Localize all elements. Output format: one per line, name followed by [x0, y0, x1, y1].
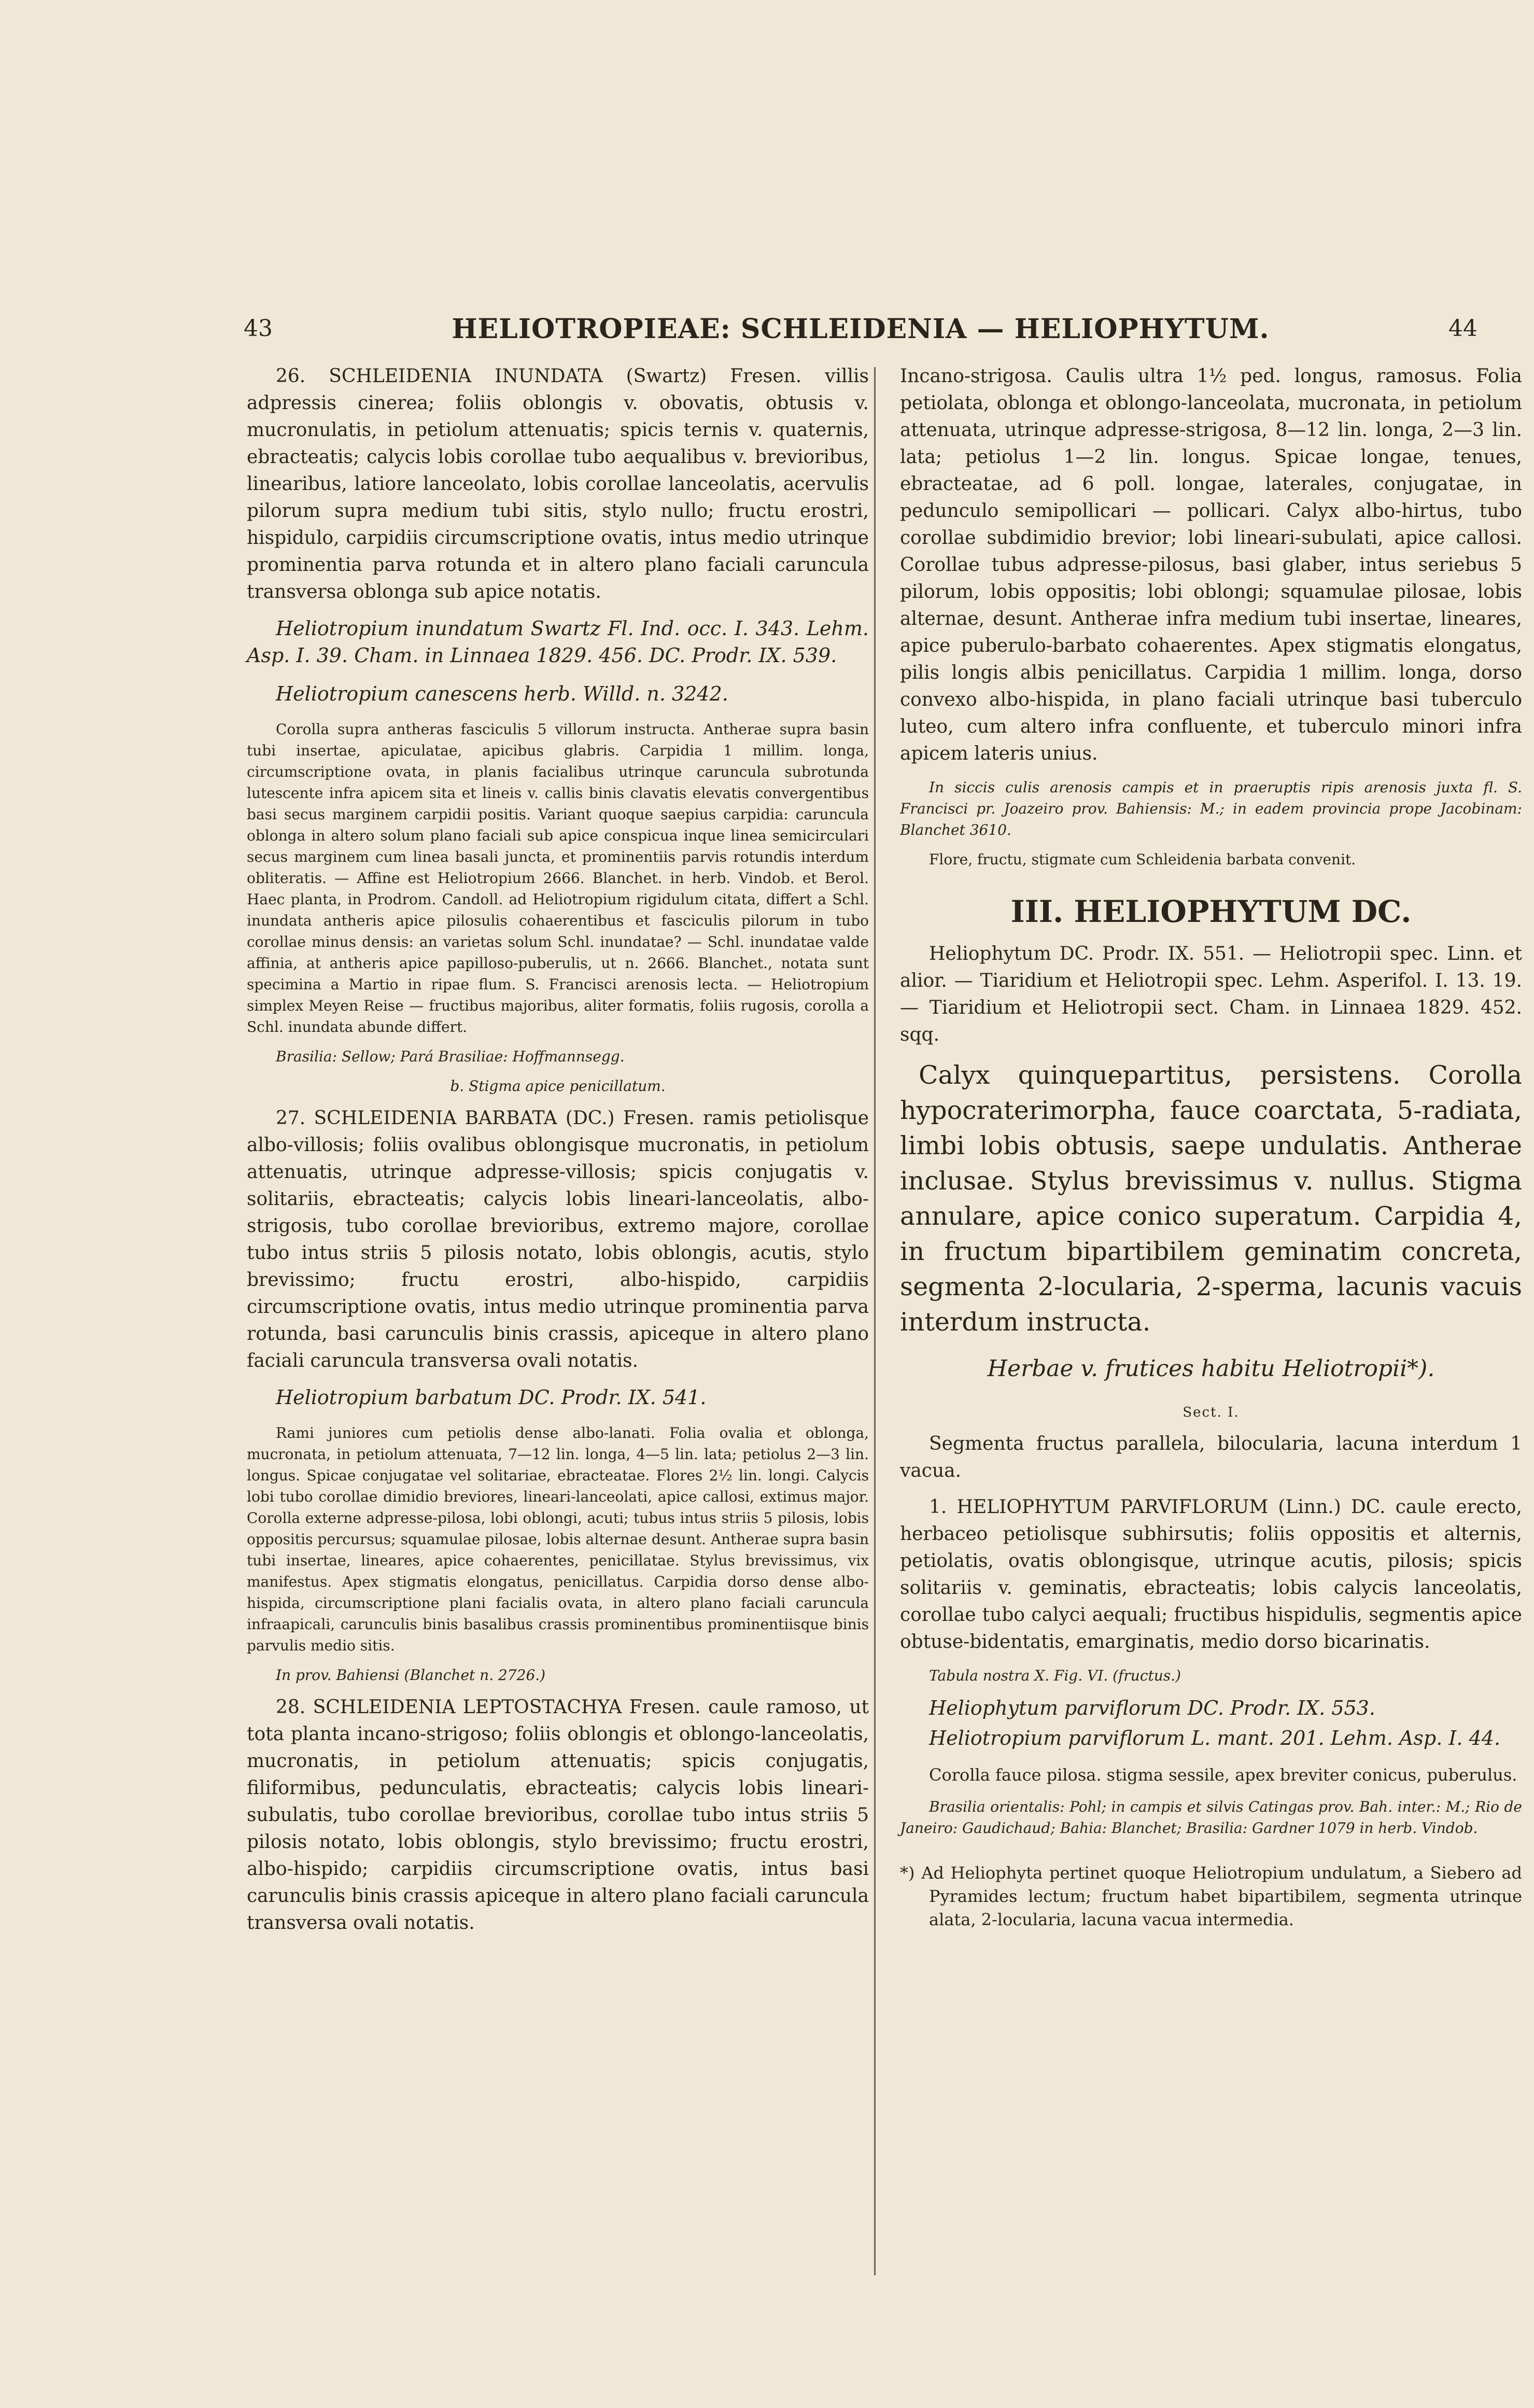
species-28-locality: In siccis culis arenosis campis et in praeruptis ripis arenosis juxta fl. S. Francisci pr. Joazeiro prov. Bahiensis: M.; in eadem provincia prope Jacobinam: Blanchet 3610. [900, 779, 1522, 838]
section-label: Sect. I. [1183, 1405, 1240, 1420]
page-number-right: 44 [1448, 315, 1477, 342]
species-27-citation: Heliotropium barbatum DC. Prodr. IX. 541. [276, 1386, 707, 1409]
species-1-citation: Heliophytum parviflorum DC. Prodr. IX. 553. [929, 1697, 1375, 1719]
genus-description: Calyx quinquepartitus, persistens. Corolla hypocraterimorpha, fauce coarctata, 5-radiata, limbi lobis obtusis, saepe undulatis. Antherae inclusae. Stylus brevissimus v. nullus. Stigma annulare, apice conico superatum. Carpidia 4, in fructum bipartibilem geminatim concreta, segmenta 2-locularia, 2-sperma, lacunis vacuis interdum instructa. [900, 1060, 1522, 1337]
species-26-locality: Brasilia: Sellow; Pará Brasiliae: Hoffmannsegg. [276, 1048, 625, 1065]
footnote: *) Ad Heliophyta pertinet quoque Heliotropium undulatum, a Siebero ad Pyramides lectum; fructum habet bipartibilem, segmenta utrinque alata, 2-locularia, lacuna vacua intermedia. [900, 1863, 1522, 1929]
species-1-plate: Tabula nostra X. Fig. VI. (fructus.) [929, 1667, 1181, 1684]
species-1-synonym: Heliotropium parviflorum L. mant. 201. Lehm. Asp. I. 44. [929, 1727, 1501, 1749]
species-27-locality: In prov. Bahiensi (Blanchet n. 2726.) [276, 1667, 546, 1684]
running-header [244, 315, 1477, 352]
species-27-description: 27. SCHLEIDENIA BARBATA (DC.) Fresen. ramis petiolisque albo-villosis; foliis ovalibus oblongisque mucronatis, in petiolum attenuatis, utrinque adpresse-villosis; spicis conjugatis v. solitariis, ebracteatis; calycis lobis lineari-lanceolatis, albo-strigosis, tubo corollae brevioribus, extremo majore, corollae tubo intus striis 5 pilosis notato, lobis oblongis, acutis, stylo brevissimo; fructu erostri, albo-hispido, carpidiis circumscriptione ovatis, intus medio utrinque prominentia parva rotunda, basi carunculis binis crassis, apiceque in altero plano faciali caruncula transversa ovali notatis. [247, 1108, 869, 1371]
species-1-corolla: Corolla fauce pilosa. stigma sessile, apex breviter conicus, puberulus. [929, 1765, 1517, 1785]
genus-habit: Herbae v. frutices habitu Heliotropii*). [987, 1355, 1435, 1382]
species-28-description: 28. SCHLEIDENIA LEPTOSTACHYA Fresen. caule ramoso, ut tota planta incano-strigoso; foliis oblongis et oblongo-lanceolatis, mucronatis, in petiolum attenuatis; spicis conjugatis, filiformibus, pedunculatis, ebracteatis; calycis lobis lineari-subulatis, tubo corollae brevioribus, corollae tubo intus striis 5 pilosis notato, lobis oblongis, stylo brevissimo; fructu erostri, albo-hispido; carpidiis circumscriptione ovatis, intus basi carunculis binis crassis apiceque in altero plano faciali caruncula transversa ovali notatis. [247, 1697, 869, 1934]
section-description: Segmenta fructus parallela, bilocularia, lacuna interdum 1 vacua. [900, 1433, 1522, 1481]
page-number-left: 43 [244, 315, 273, 342]
genus-heading: III. HELIOPHYTUM DC. [1010, 894, 1412, 929]
species-27-notes: Rami juniores cum petiolis dense albo-lanati. Folia ovalia et oblonga, mucronata, in petiolum attenuata, 7—12 lin. longa, 4—5 lin. lata; petiolus 2—3 lin. longus. Spicae conjugatae vel solitariae, ebracteatae. Flores 2½ lin. longi. Calycis lobi tubo corollae dimidio breviores, lineari-lanceolati, apice callosi, extimus major. Corolla externe adpresse-pilosa, lobi oblongi, acuti; tubus intus striis 5 pilosis, lobis oppositis percursus; squamulae pilosae, lobis alternae desunt. Antherae supra basin tubi insertae, lineares, apice cohaerentes, penicillatae. Stylus brevissimus, vix manifestus. Apex stigmatis elongatus, penicillatus. Carpidia dorso dense albo-hispida, circumscriptione plani facialis ovata, in altero plano faciali caruncula infraapicali, carunculis binis basalibus crassis prominentibus prominentiisque binis parvulis medio sitis. [247, 1424, 869, 1654]
genus-synonymy: Heliophytum DC. Prodr. IX. 551. — Heliotropii spec. Linn. et alior. — Tiaridium et Heliotropii spec. Lehm. Asperifol. I. 13. 19. — Tiaridium et Heliotropii sect. Cham. in Linnaea 1829. 452. sqq. [900, 943, 1522, 1045]
column-divider [874, 367, 876, 2275]
species-26-synonym: Heliotropium canescens herb. Willd. n. 3242. [276, 682, 728, 705]
right-column [900, 363, 1522, 1948]
running-title: HELIOTROPIEAE: SCHLEIDENIA — HELIOPHYTUM. [452, 313, 1270, 345]
species-26-description: 26. SCHLEIDENIA INUNDATA (Swartz) Fresen. villis adpressis cinerea; foliis oblongis v. obovatis, obtusis v. mucronulatis, in petiolum attenuatis; spicis ternis v. quaternis, ebracteatis; calycis lobis corollae tubo aequalibus v. brevioribus, linearibus, latiore lanceolato, lobis corollae lanceolatis, acervulis pilorum supra medium tubi sitis, stylo nullo; fructu erostri, hispidulo, carpidiis circumscriptione ovatis, intus medio utrinque prominentia parva rotunda et in altero plano faciali caruncula transversa oblonga sub apice notatis. [247, 366, 869, 603]
species-26-citation: Heliotropium inundatum Swartz Fl. Ind. occ. I. 343. Lehm. Asp. I. 39. Cham. in Linnaea 1829. 456. DC. Prodr. IX. 539. [247, 617, 869, 667]
species-1-description: 1. HELIOPHYTUM PARVIFLORUM (Linn.) DC. caule erecto, herbaceo petiolisque subhirsutis; foliis oppositis et alternis, petiolatis, ovatis oblongisque, utrinque acutis, pilosis; spicis solitariis v. geminatis, ebracteatis; lobis calycis lanceolatis, corollae tubo calyci aequali; fructibus hispidulis, segmentis apice obtuse-bidentatis, emarginatis, medio dorso bicarinatis. [900, 1496, 1522, 1653]
species-26-notes: Corolla supra antheras fasciculis 5 villorum instructa. Antherae supra basin tubi insertae, apiculatae, apicibus glabris. Carpidia 1 millim. longa, circumscriptione ovata, in planis facialibus utrinque caruncula subrotunda lutescente infra apicem sita et lineis v. callis binis clavatis elevatis convergentibus basi secus marginem carpidii positis. Variant quoque saepius carpidia: caruncula oblonga in altero solum plano faciali sub apice conspicua inque linea semicirculari secus marginem cum linea basali juncta, et prominentiis parvis rotundis interdum obliteratis. — Affine est Heliotropium 2666. Blanchet. in herb. Vindob. et Berol. Haec planta, in Prodrom. Candoll. ad Heliotropium rigidulum citata, differt a Schl. inundata antheris apice pilosulis cohaerentibus et fasciculis pilorum in tubo corollae minus densis: an varietas solum Schl. inundatae? — Schl. inundatae valde affinia, at antheris apice papilloso-puberulis, ut n. 2666. Blanchet., notata sunt specimina a Martio in ripae flum. S. Francisci arenosis lecta. — Heliotropium simplex Meyen Reise — fructibus majoribus, aliter formatis, foliis rugosis, corolla a Schl. inundata abunde differt. [247, 721, 869, 1035]
species-1-locality: Brasilia orientalis: Pohl; in campis et silvis Catingas prov. Bah. inter.: M.; Rio de Janeiro: Gaudichaud; Bahia: Blanchet; Brasilia: Gardner 1079 in herb. Vindob. [900, 1798, 1522, 1837]
left-column [247, 363, 869, 1946]
subsection-b-heading: b. Stigma apice penicillatum. [450, 1077, 666, 1095]
species-28-continued: Incano-strigosa. Caulis ultra 1½ ped. longus, ramosus. Folia petiolata, oblonga et oblongo-lanceolata, mucronata, in petiolum attenuata, utrinque adpresse-strigosa, 8—12 lin. longa, 2—3 lin. lata; petiolus 1—2 lin. longus. Spicae longae, tenues, ebracteatae, ad 6 poll. longae, laterales, conjugatae, in pedunculo semipollicari — pollicari. Calyx albo-hirtus, tubo corollae subdimidio brevior; lobi lineari-subulati, apice callosi. Corollae tubus adpresse-pilosus, basi glaber, intus seriebus 5 pilorum, lobis oppositis; lobi oblongi; squamulae pilosae, lobis alternae, desunt. Antherae infra medium tubi insertae, lineares, apice puberulo-barbato cohaerentes. Apex stigmatis elongatus, pilis longis albis penicillatus. Carpidia 1 millim. longa, dorso convexo albo-hispida, in plano faciali utrinque basi tuberculo luteo, cum altero infra confluente, et tuberculo minori infra apicem lateris unius. [900, 366, 1522, 764]
species-28-note: Flore, fructu, stigmate cum Schleidenia barbata convenit. [929, 851, 1356, 868]
